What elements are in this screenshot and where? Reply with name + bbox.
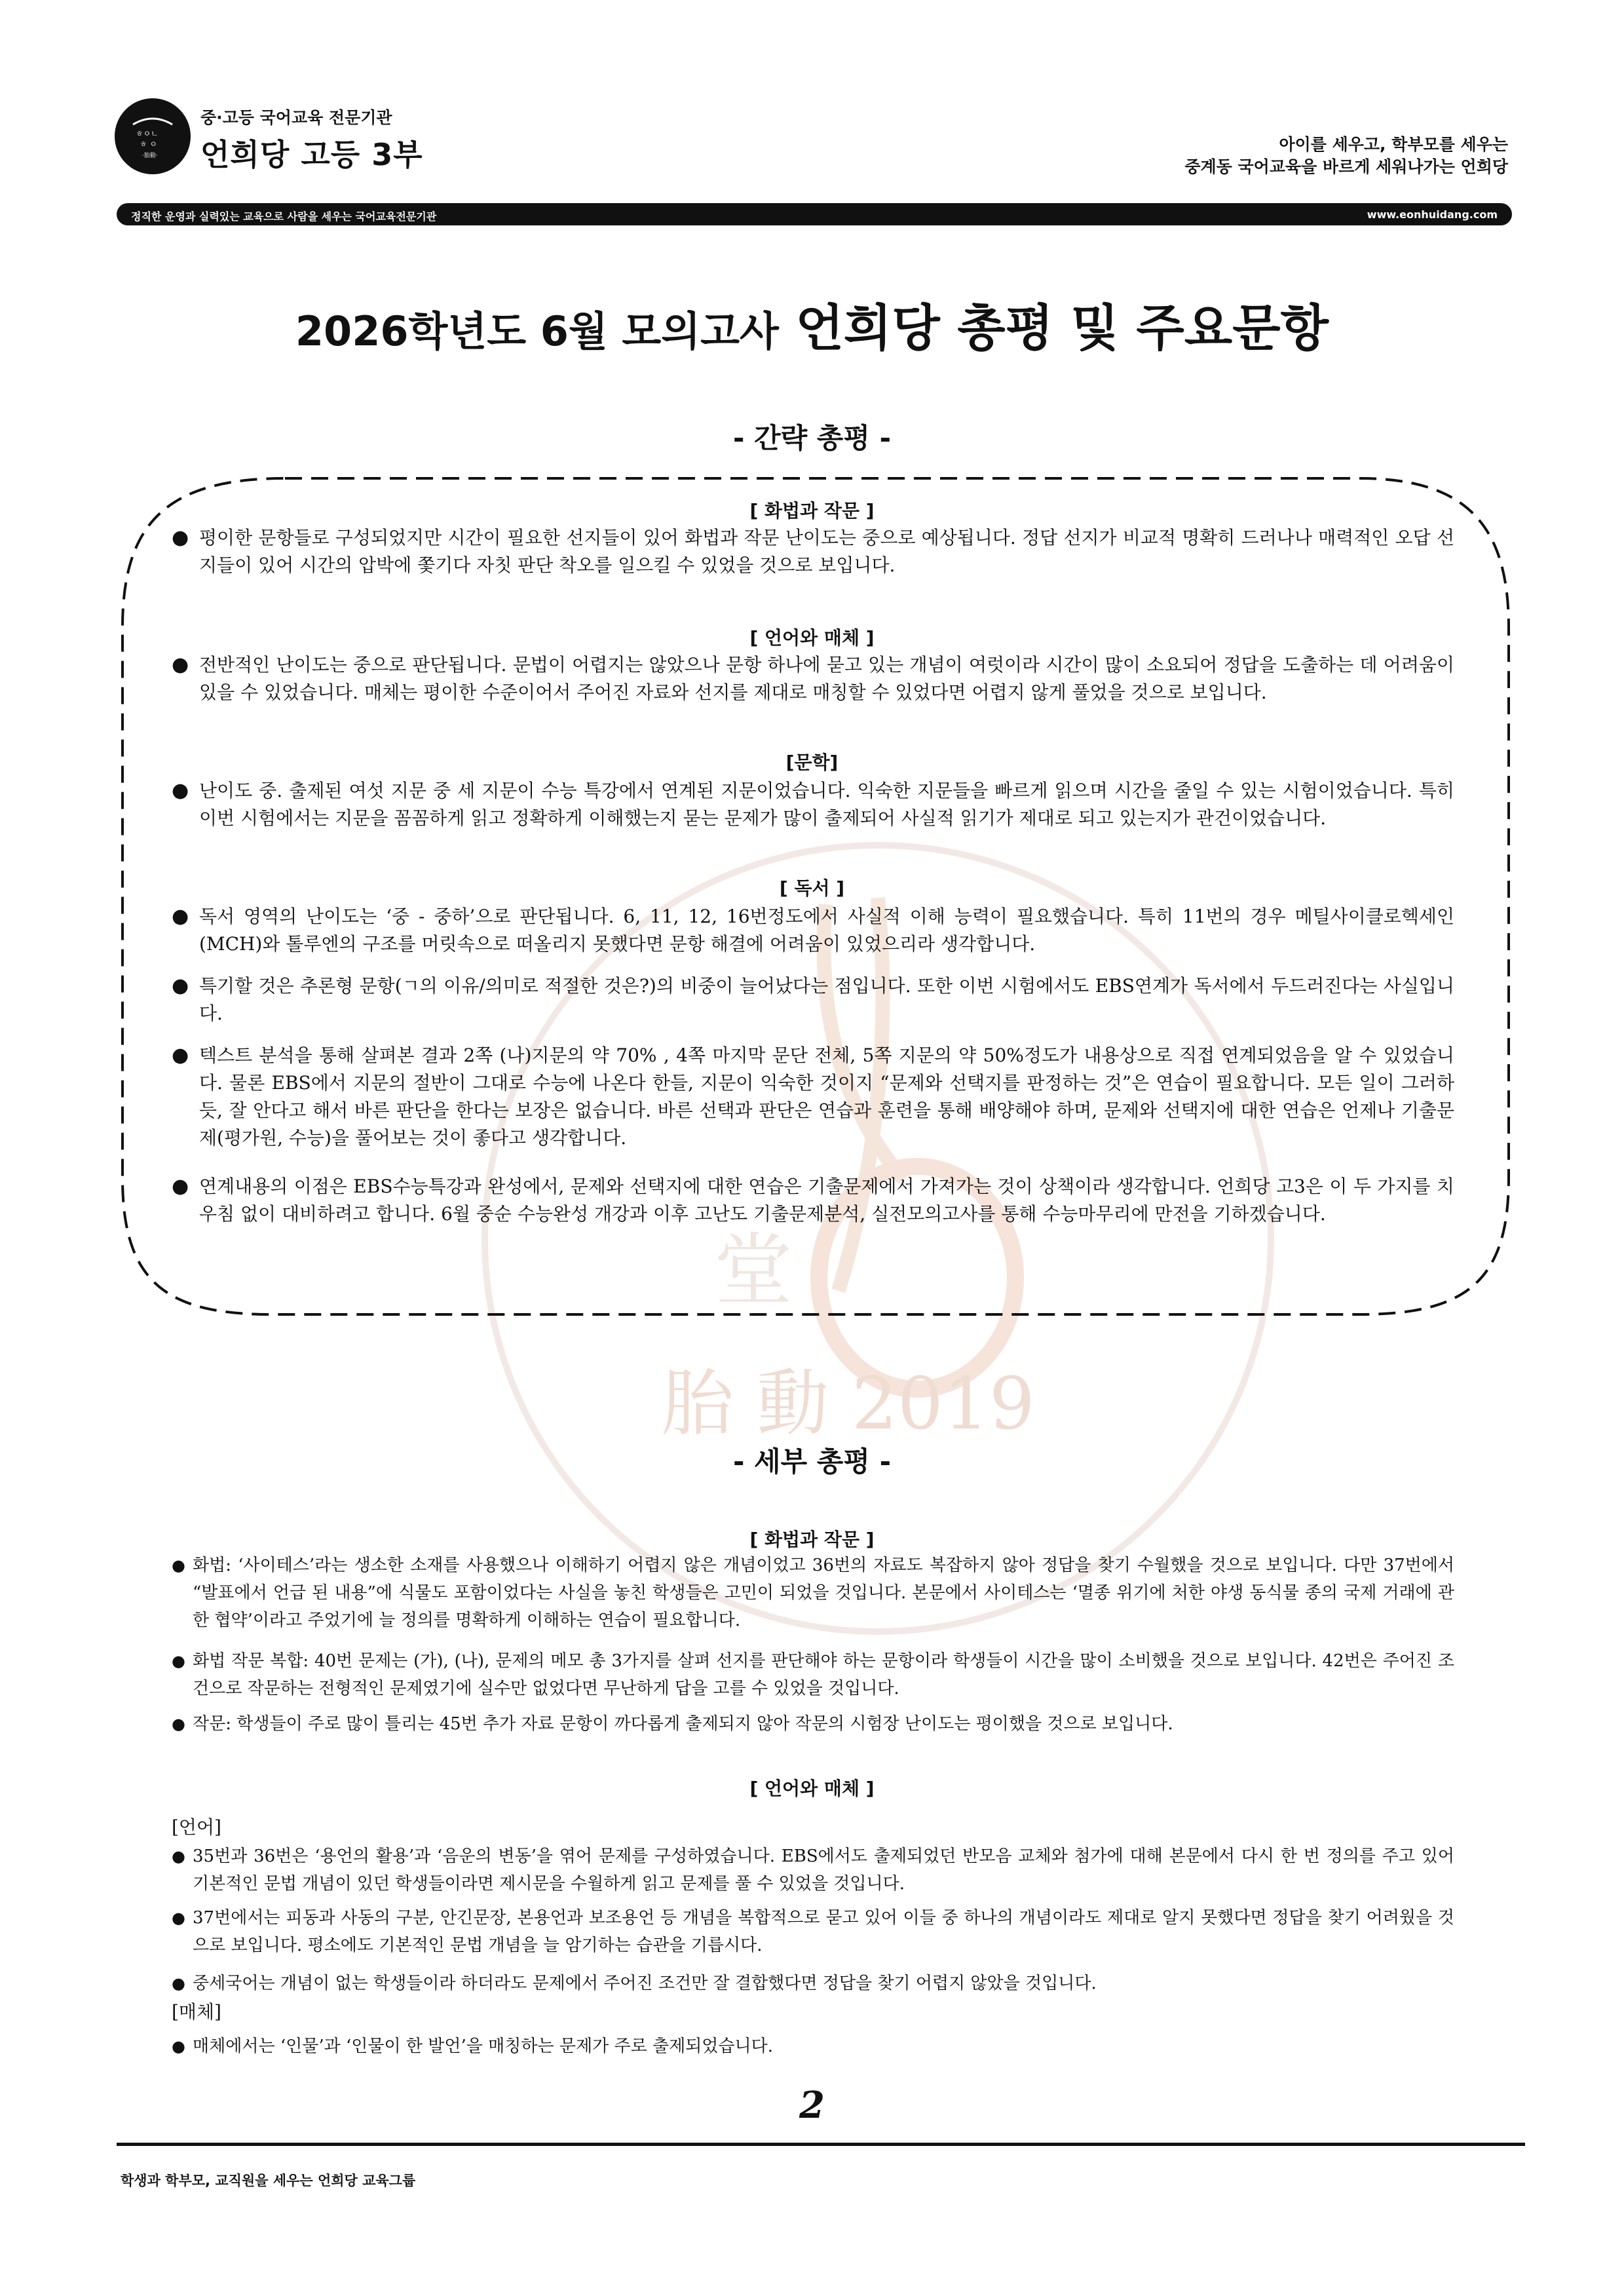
page-title: [0, 288, 1624, 360]
summary-reading-heading: [ 독서 ]: [779, 877, 845, 899]
footer-text: 학생과 학부모, 교직원을 세우는 언희당 교육그룹: [121, 2173, 416, 2189]
summary-heading: - 간략 총평 -: [732, 422, 892, 454]
detail-grammar-item-3: ● 중세국어는 개념이 없는 학생들이라 하더라도 문제에서 주어진 조건만 잘 결합했다면 정답을 찾기 어렵지 않았을 것입니다.: [172, 1974, 1097, 1993]
summary-language-heading: [ 언어와 매체 ]: [749, 627, 875, 649]
svg-text:ㅎ ㅇ: ㅎ ㅇ: [140, 140, 157, 149]
summary-reading-item-1: ● 독서 영역의 난이도는 ‘중 - 중하’으로 판단됩니다. 6, 11, 12, 16번정도에서 사실적 이해 능력이 필요했습니다. 특히 11번의 경우 메틸사이클로헥세인(MCH)와 톨루엔의 구조를 머릿속으로 떠올리지 못했다면 문항 해결에 어려움이 있었으리라 생각합니다.: [172, 905, 1454, 955]
detail-grammar-item-2: ● 37번에서는 피동과 사동의 구분, 안긴문장, 본용언과 보조용언 등 개념을 복합적으로 묻고 있어 이들 중 하나의 개념이라도 제대로 알지 못했다면 정답을 찾기 어려웠을 것으로 보입니다. 평소에도 기본적인 문법 개념을 늘 암기하는 습관을 기릅시다.: [172, 1908, 1454, 1955]
summary-literature-heading: [문학]: [785, 752, 839, 773]
motto-line-1: 아이를 세우고, 학부모를 세우는: [1279, 135, 1508, 154]
header-bar-tagline: 정직한 운영과 실력있는 교육으로 사람을 세우는 국어교육전문기관: [131, 210, 437, 223]
detail-grammar-item-1: ● 35번과 36번은 ‘용언의 활용’과 ‘음운의 변동’을 엮어 문제를 구성하였습니다. EBS에서도 출제되었던 반모음 교체와 첨가에 대해 본문에서 다시 한 번 정의를 주고 있어 기본적인 문법 개념이 있던 학생들이라면 제시문을 수월하게 읽고 문제를 풀 수 있었을 것입니다.: [172, 1846, 1454, 1894]
grammar-label: [언어]: [172, 1816, 221, 1838]
summary-speech-heading: [ 화법과 작문 ]: [749, 500, 875, 522]
detail-media-item-1: ● 매체에서는 ‘인물’과 ‘인물이 한 발언’을 매칭하는 문제가 주로 출제되었습니다.: [172, 2037, 774, 2056]
motto-line-2: 중계동 국어교육을 바르게 세워나가는 언희당: [1184, 157, 1508, 176]
website-link[interactable]: www.eonhuidang.com: [1367, 208, 1498, 221]
watermark-chars: 胎 動 2019: [662, 1362, 1035, 1445]
detail-language-heading: [ 언어와 매체 ]: [749, 1778, 875, 1799]
svg-text:·胎動·: ·胎動·: [142, 153, 158, 159]
summary-language-item: ● 전반적인 난이도는 중으로 판단됩니다. 문법이 어렵지는 않았으나 문항 하나에 묻고 있는 개념이 여럿이라 시간이 많이 소요되어 정답을 도출하는 데 어려움이 있을 수 있었습니다. 매체는 평이한 수준이어서 주어진 자료와 선지를 제대로 매칭할 수 있었다면 어렵지 않게 풀었을 것으로 보입니다.: [172, 653, 1454, 703]
summary-literature-item: ● 난이도 중. 출제된 여섯 지문 중 세 지문이 수능 특강에서 연계된 지문이었습니다. 익숙한 지문들을 빠르게 읽으며 시간을 줄일 수 있는 시험이었습니다. 특히 이번 시험에서는 지문을 꼼꼼하게 읽고 정확하게 이해했는지 묻는 문제가 많이 출제되어 사실적 읽기가 제대로 되고 있는지가 관건이었습니다.: [172, 779, 1454, 829]
org-subtitle: 중·고등 국어교육 전문기관: [200, 108, 392, 127]
header-bar: [117, 203, 1512, 225]
svg-text:ㅎㅇㄴ: ㅎㅇㄴ: [136, 129, 159, 138]
detail-heading: - 세부 총평 -: [732, 1445, 892, 1478]
footer-divider: [117, 2143, 1525, 2146]
summary-reading-item-2: ● 특기할 것은 추론형 문항(ㄱ의 이유/의미로 적절한 것은?)의 비중이 늘어났다는 점입니다. 또한 이번 시험에서도 EBS연계가 독서에서 두드러진다는 사실입니다.: [172, 974, 1454, 1024]
summary-reading-item-3: ● 텍스트 분석을 통해 살펴본 결과 2쪽 (나)지문의 약 70% , 4쪽 마지막 문단 전체, 5쪽 지문의 약 50%정도가 내용상으로 직접 연계되었음을 알 수 있었습니다. 물론 EBS에서 지문의 절반이 그대로 수능에 나온다 한들, 지문이 익숙한 것이지 “문제와 선택지를 판정하는 것”은 연습이 필요합니다. 모든 일이 그러하듯, 잘 안다고 해서 바른 판단을 한다는 보장은 없습니다. 바른 선택과 판단은 연습과 훈련을 통해 배양해야 하며, 문제와 선택지에 대한 연습은 언제나 기출문제(평가원, 수능)을 풀어보는 것이 좋다고 생각합니다.: [172, 1044, 1454, 1149]
summary-speech-item: ● 평이한 문항들로 구성되었지만 시간이 필요한 선지들이 있어 화법과 작문 난이도는 중으로 예상됩니다. 정답 선지가 비교적 명확히 드러나나 매력적인 오답 선지들이 있어 시간의 압박에 쫓기다 자칫 판단 착오를 일으킬 수 있었을 것으로 보입니다.: [172, 526, 1454, 576]
detail-speech-heading: [ 화법과 작문 ]: [749, 1529, 875, 1550]
media-label: [매체]: [172, 2001, 221, 2023]
detail-speech-item-1: ● 화법: ‘사이테스’라는 생소한 소재를 사용했으나 이해하기 어렵지 않은 개념이었고 36번의 자료도 복잡하지 않아 정답을 찾기 수월했을 것으로 보입니다. 다만 37번에서 “발표에서 언급 된 내용”에 식물도 포함이었다는 사실을 놓친 학생들은 고민이 되었을 것입니다. 본문에서 사이테스는 ‘멸종 위기에 처한 야생 동식물 종의 국제 거래에 관한 협약’이라고 주었기에 늘 정의를 명확하게 이해하는 연습이 필요합니다.: [172, 1556, 1454, 1630]
detail-speech-item-3: ● 작문: 학생들이 주로 많이 틀리는 45번 추가 자료 문항이 까다롭게 출제되지 않아 작문의 시험장 난이도는 평이했을 것으로 보입니다.: [172, 1714, 1173, 1734]
watermark-hall: 堂: [714, 1225, 793, 1316]
seal-logo-icon: [115, 98, 191, 174]
page-number: 2: [799, 2084, 825, 2127]
summary-reading-item-4: ● 연계내용의 이점은 EBS수능특강과 완성에서, 문제와 선택지에 대한 연습은 기출문제에서 가져가는 것이 상책이라 생각합니다. 언희당 고3은 이 두 가지를 치우침 없이 대비하려고 합니다. 6월 중순 수능완성 개강과 이후 고난도 기출문제분석, 실전모의고사를 통해 수능마무리에 만전을 기하겠습니다.: [172, 1175, 1454, 1225]
motto: [1184, 134, 1508, 178]
title-prefix: 2026학년도 6월 모의고사: [295, 307, 779, 355]
org-name: 언희당 고등 3부: [200, 137, 423, 172]
detail-speech-item-2: ● 화법 작문 복합: 40번 문제는 (가), (나), 문제의 메모 총 3가지를 살펴 선지를 판단해야 하는 문항이라 학생들이 시간을 많이 소비했을 것으로 보입니다. 42번은 주어진 조건으로 작문하는 전형적인 문제였기에 실수만 없었다면 무난하게 답을 고를 수 있었을 것입니다.: [172, 1651, 1454, 1698]
title-main: 언희당 총평 및 주요문항: [795, 299, 1329, 357]
